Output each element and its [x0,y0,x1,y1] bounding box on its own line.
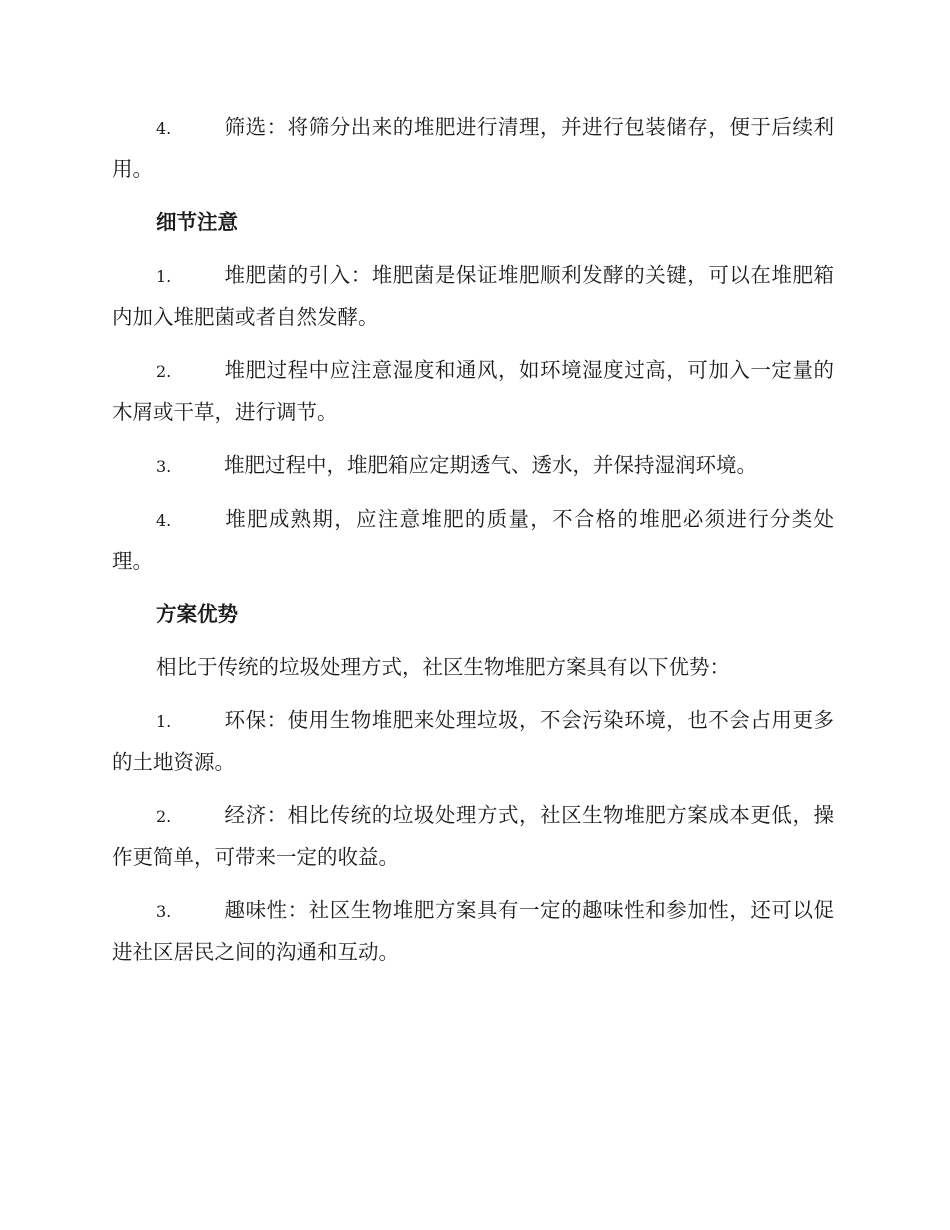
list-item-number: 1. [156,267,172,286]
list-item [112,700,834,783]
list-item-number: 1. [156,712,172,731]
list-item [112,107,834,190]
list-item [112,890,834,973]
list-item-number: 2. [156,807,172,826]
list-item-text: 堆肥过程中，堆肥箱应定期透气、透水，并保持湿润环境。 [224,453,757,477]
section-heading-advantages: 方案优势 [156,602,238,626]
document-content [112,107,834,985]
list-item-text: 环保：使用生物堆肥来处理垃圾，不会污染环境，也不会占用更多的土地资源。 [112,708,834,774]
list-item-text: 堆肥过程中应注意湿度和通风，如环境湿度过高，可加入一定量的木屑或干草，进行调节。 [112,358,834,424]
list-item-text: 堆肥成熟期，应注意堆肥的质量，不合格的堆肥必须进行分类处理。 [112,507,834,573]
list-item-number: 2. [156,362,172,381]
list-item-text: 经济：相比传统的垃圾处理方式，社区生物堆肥方案成本更低，操作更简单，可带来一定的收益。 [112,803,834,869]
list-item [112,795,834,878]
list-item-number: 4. [156,511,172,530]
list-item [112,499,834,582]
list-item-text: 堆肥菌的引入：堆肥菌是保证堆肥顺利发酵的关键，可以在堆肥箱内加入堆肥菌或者自然发酵。 [112,263,834,329]
list-item-text: 趣味性：社区生物堆肥方案具有一定的趣味性和参加性，还可以促进社区居民之间的沟通和互动。 [112,898,834,964]
list-item-number: 4. [156,119,172,138]
list-item [112,445,834,487]
list-item-number: 3. [156,457,172,476]
list-item-text: 筛选：将筛分出来的堆肥进行清理，并进行包装储存，便于后续利用。 [112,115,834,181]
section-heading-details: 细节注意 [156,210,238,234]
list-item-number: 3. [156,902,172,921]
list-item [112,350,834,433]
advantages-intro: 相比于传统的垃圾处理方式，社区生物堆肥方案具有以下优势： [156,655,730,679]
list-item [112,255,834,338]
